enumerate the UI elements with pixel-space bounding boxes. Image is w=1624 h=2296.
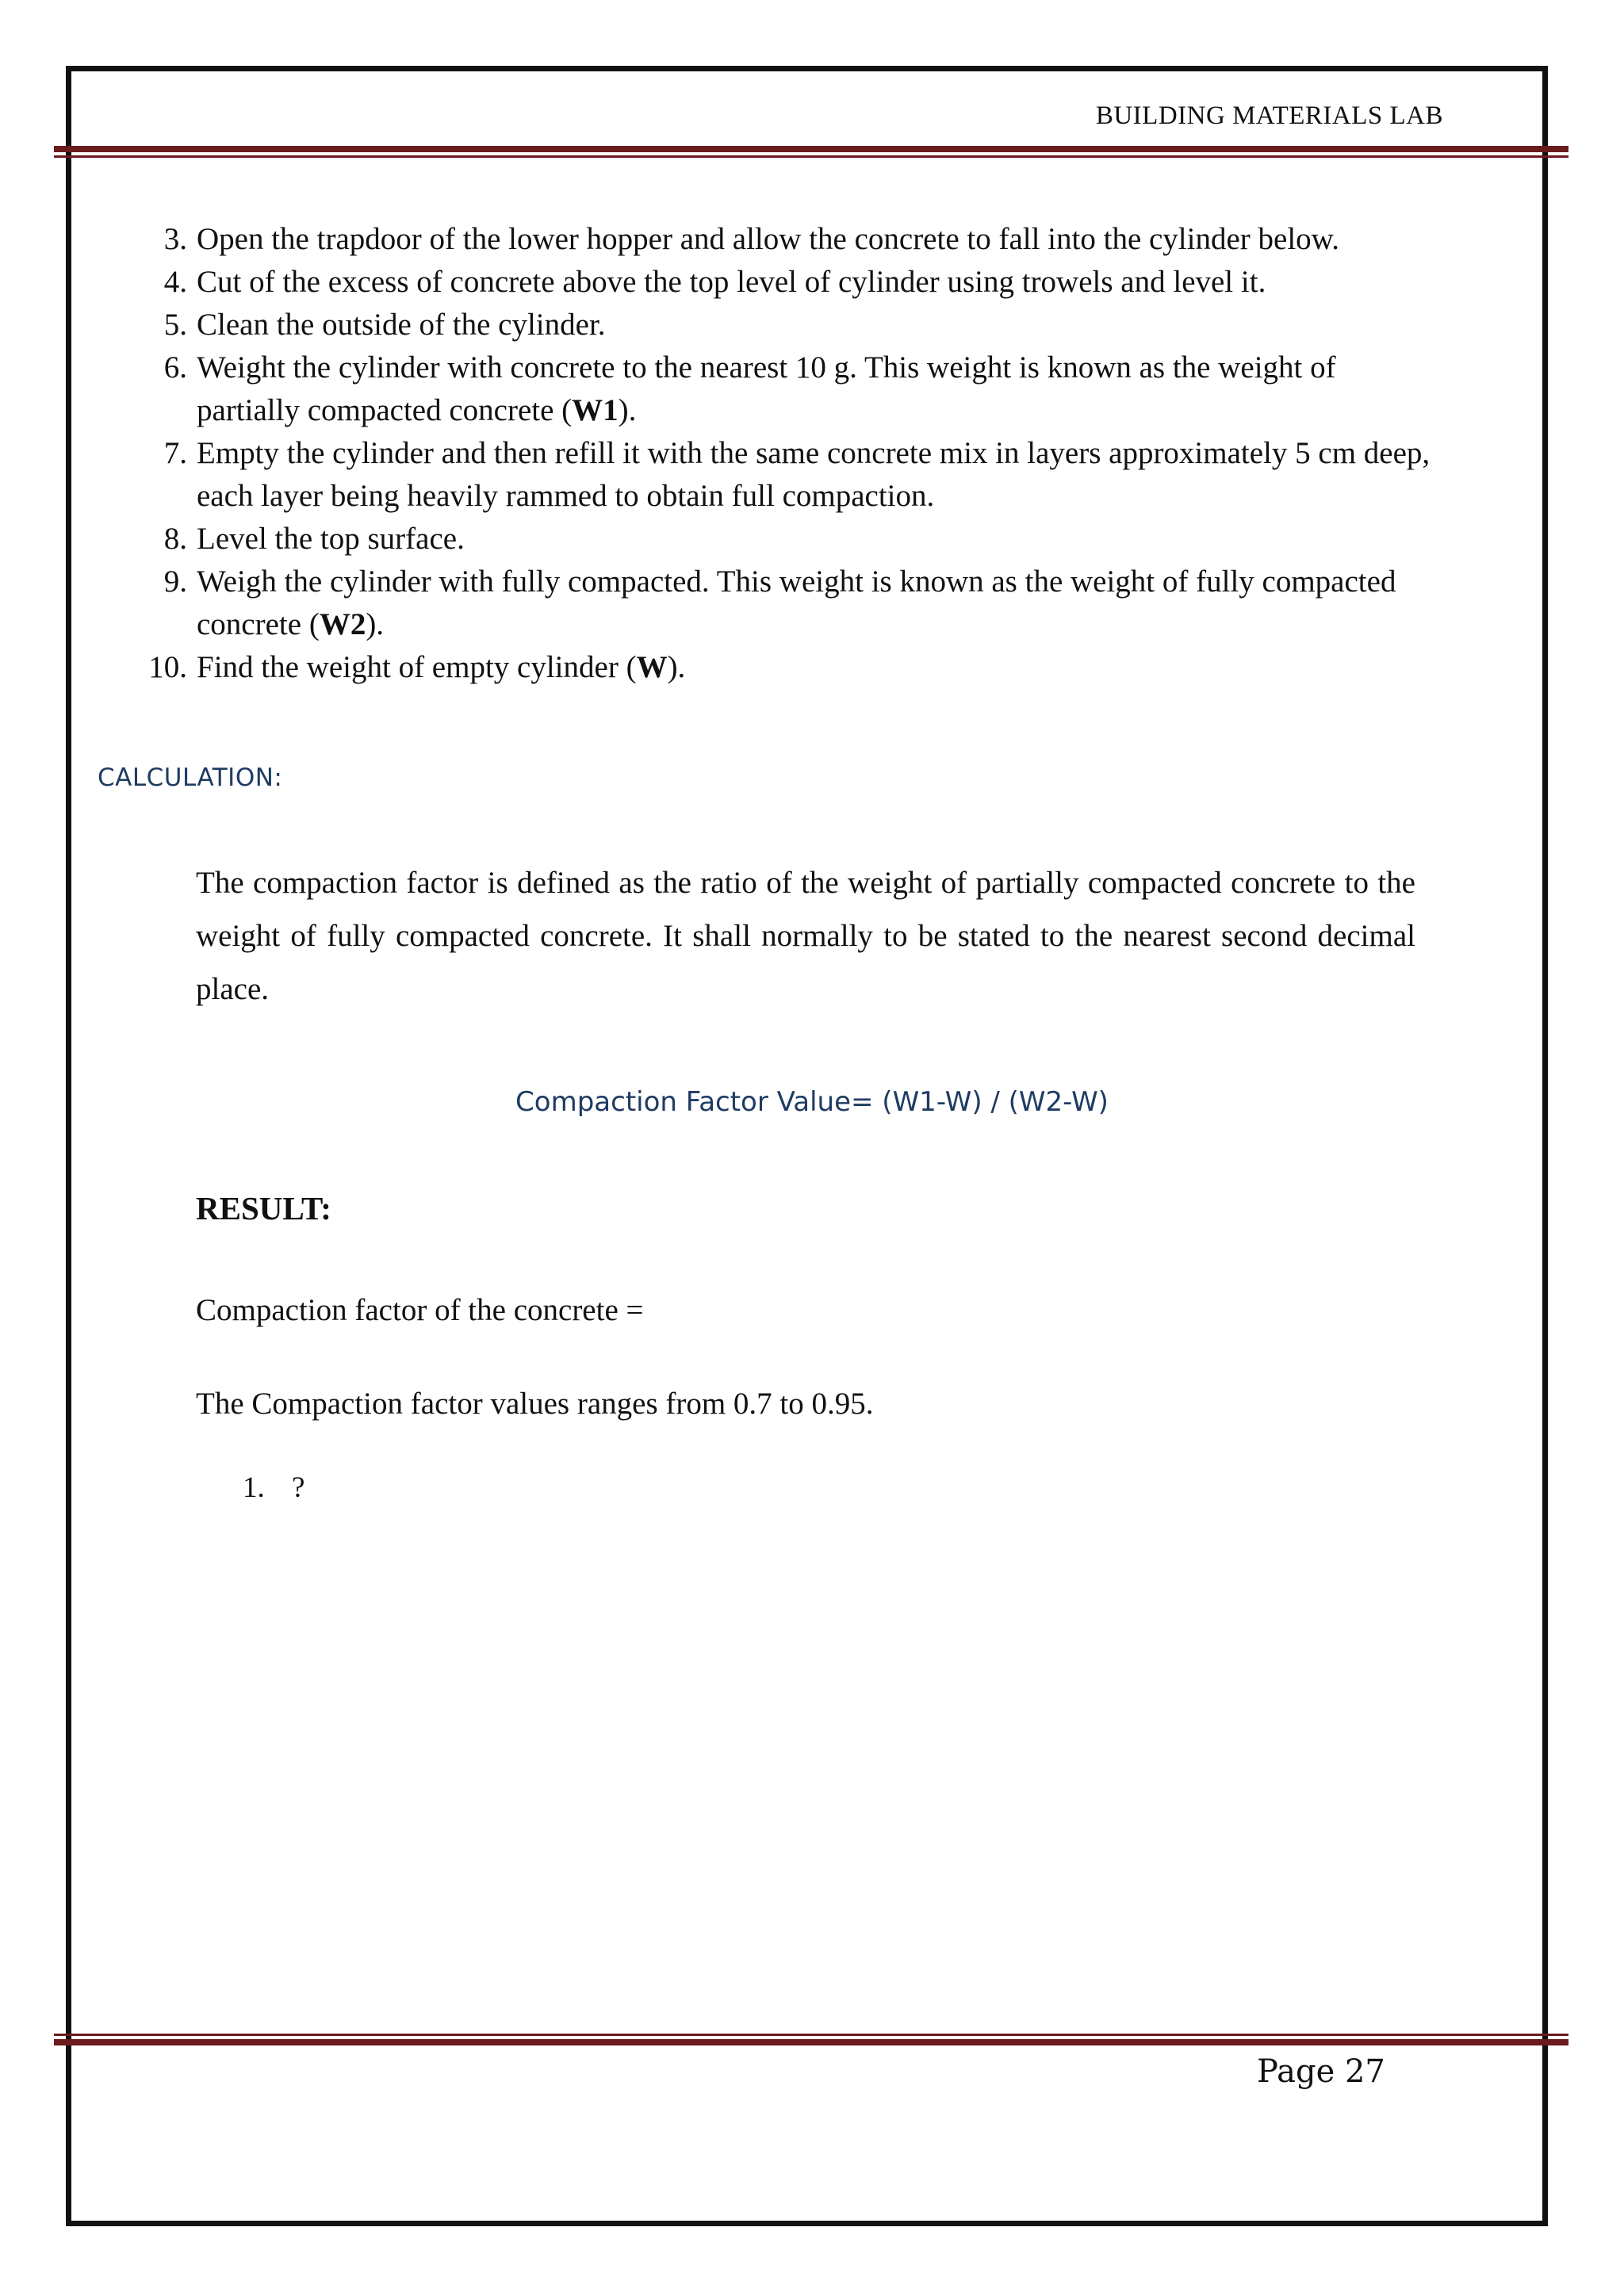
result-list-item (243, 1471, 304, 1505)
step-text: Empty the cylinder and then refill it with the same concrete mix in layers approximately 5 cm deep, each layer being heavily rammed to obtain full compaction. (197, 436, 1431, 513)
list-item (135, 518, 1435, 561)
list-item (135, 346, 1435, 432)
step-variable: W1 (572, 393, 619, 427)
step-text: Weigh the cylinder with fully compacted. This weight is known as the weight of fully compacted concrete ( (197, 564, 1396, 641)
step-text: Find the weight of empty cylinder ( (197, 650, 637, 684)
step-text: Open the trapdoor of the lower hopper and allow the concrete to fall into the cylinder below. (197, 222, 1340, 256)
list-item (135, 561, 1435, 646)
calculation-heading: CALCULATION: (98, 763, 283, 792)
step-text: Clean the outside of the cylinder. (197, 308, 606, 342)
step-text-end: ). (618, 393, 637, 427)
calculation-paragraph: The compaction factor is defined as the ratio of the weight of partially compacted concrete to the weight of fully compacted concrete. It shall normally to be stated to the nearest second decimal place. (196, 866, 1415, 1006)
list-item (135, 218, 1435, 261)
item-number: 1. (243, 1471, 265, 1504)
page-number: Page 27 (1257, 2053, 1385, 2090)
step-text: Weight the cylinder with concrete to the nearest 10 g. This weight is known as the weight of partially compacted concrete ( (197, 350, 1336, 427)
item-text: ? (292, 1471, 305, 1504)
step-number: 6. (163, 350, 187, 385)
step-number: 5. (163, 308, 187, 342)
step-variable: W2 (319, 607, 366, 641)
step-variable: W (636, 650, 668, 684)
step-number: 3. (163, 222, 187, 256)
result-range-line: The Compaction factor values ranges from 0.7 to 0.95. (196, 1387, 874, 1421)
step-number: 8. (163, 522, 187, 556)
step-text-end: ). (366, 607, 385, 641)
step-text: Cut of the excess of concrete above the top level of cylinder using trowels and level it. (197, 265, 1266, 299)
list-item (135, 646, 1435, 689)
step-number: 4. (163, 265, 187, 299)
result-line: Compaction factor of the concrete = (196, 1293, 644, 1327)
step-number: 9. (163, 564, 187, 599)
result-heading: RESULT: (196, 1190, 331, 1226)
header-rule (54, 146, 1568, 158)
step-text: Level the top surface. (197, 522, 465, 556)
step-number: 7. (163, 436, 187, 470)
procedure-steps (135, 218, 1435, 689)
list-item (135, 304, 1435, 346)
list-item (135, 432, 1435, 518)
formula: Compaction Factor Value= (W1-W) / (W2-W) (515, 1086, 1109, 1118)
header-title: BUILDING MATERIALS LAB (1095, 101, 1443, 130)
list-item (135, 261, 1435, 304)
step-number: 10. (148, 650, 187, 684)
footer-rule (54, 2034, 1568, 2045)
step-text-end: ). (667, 650, 686, 684)
